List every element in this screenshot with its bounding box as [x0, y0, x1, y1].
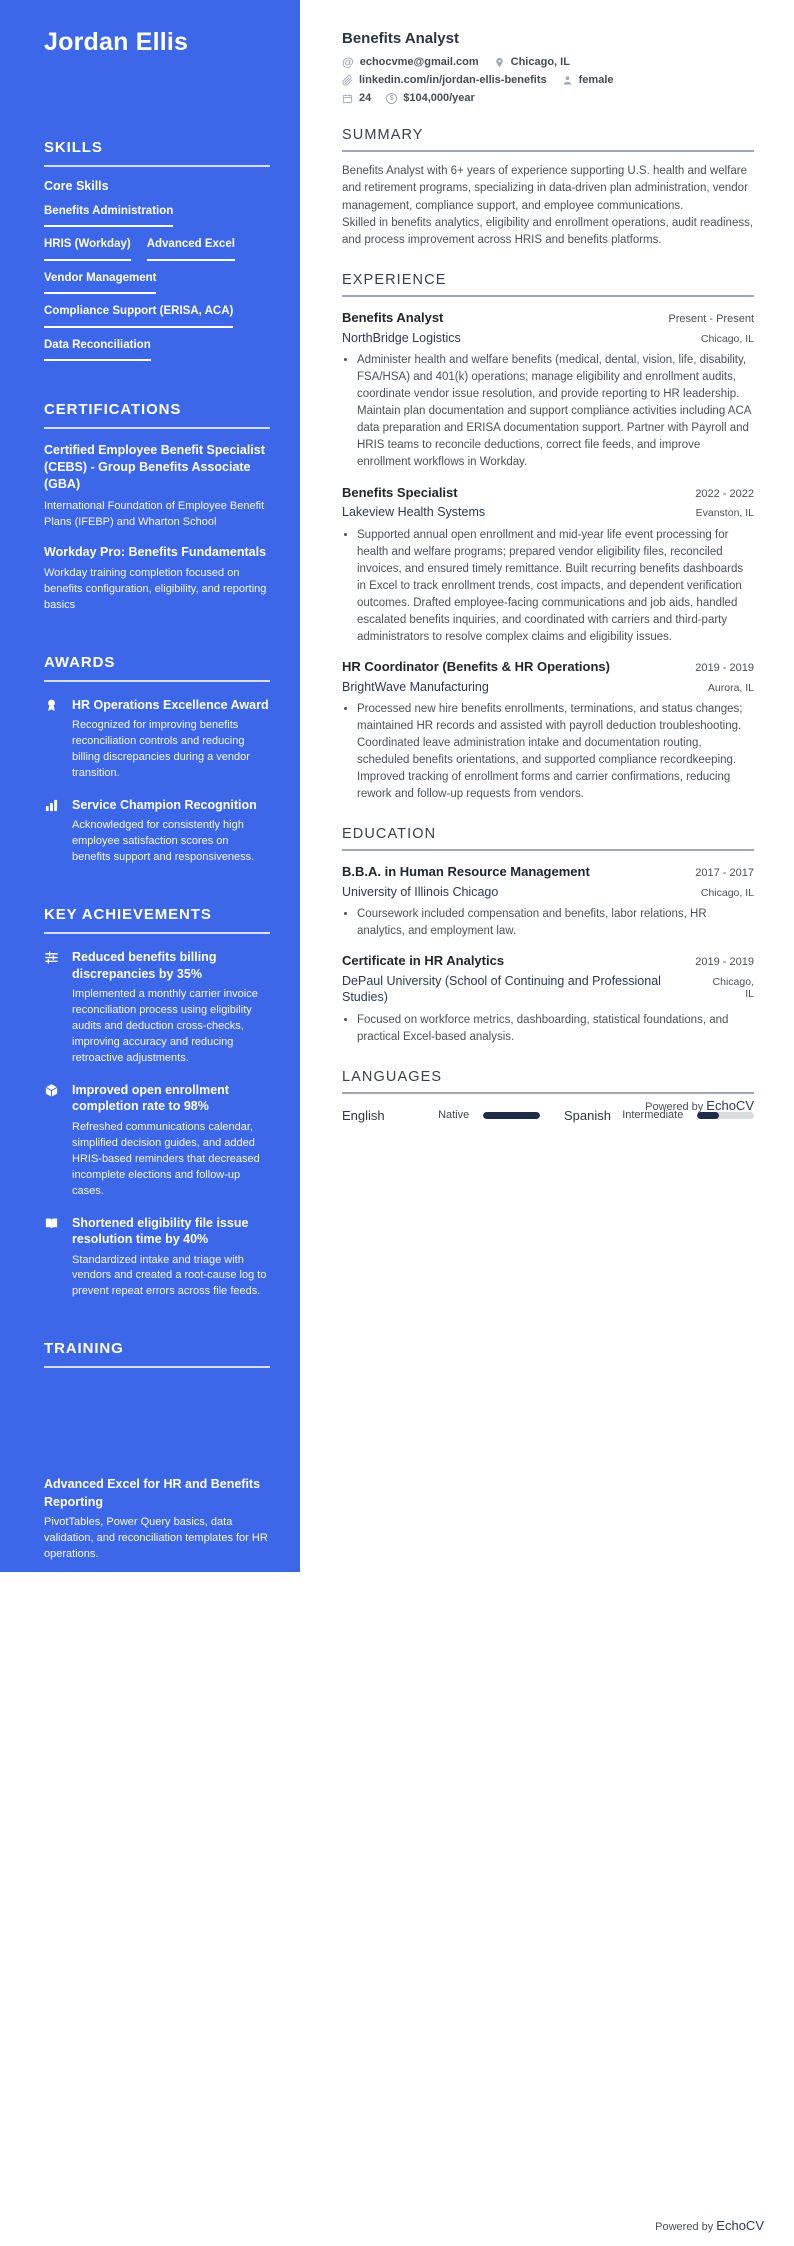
- awards-section: [44, 654, 270, 867]
- training-title: ACA Reporting and Employer Shared Responsibility Overview: [44, 1580, 266, 1612]
- awards-header: AWARDS: [44, 654, 270, 682]
- experience-dates: Present - Present: [668, 313, 754, 326]
- linkedin-text: linkedin.com/in/jordan-ellis-benefits: [359, 74, 547, 86]
- experience-bullets: [342, 701, 754, 803]
- certification-title: Workday Pro: Benefits Fundamentals: [44, 544, 267, 559]
- education-bullets: [342, 906, 754, 940]
- education-degree: B.B.A. in Human Resource Management: [342, 863, 590, 879]
- training-desc: Practical guidance on measurement periods, forms 1094-C/1095-C data elements, and audit readiness.: [44, 1619, 262, 1663]
- language-name: English: [342, 1107, 385, 1123]
- gender-text: female: [578, 74, 614, 86]
- experience-bullet: • Supported annual open enrollment and mid-year life event processing for health and welfare programs; prepared vendor eligibility files, reconciled invoices, and ensured timely remittance. Built recurring benefits dashboards in Excel to track enrollment trends, cost impacts, and dependent verification outcomes. Drafted employee-facing communications and job aids, handled escalated benefits inquiries, and coordinated with carriers and third-party administrators to resolve complex claims and eligibility issues.: [357, 527, 754, 646]
- skills-header: SKILLS: [44, 139, 270, 167]
- education-dates: 2019 - 2019: [695, 956, 754, 969]
- education-header: EDUCATION: [342, 826, 754, 851]
- education-section: [342, 826, 754, 1046]
- candidate-name: Jordan Ellis: [44, 28, 189, 56]
- training-item: [44, 1580, 270, 1666]
- award-desc: Recognized for improving benefits reconciliation controls and reducing billing discrepancies during a vendor transition.: [72, 719, 250, 779]
- summary-paragraph: Skilled in benefits analytics, eligibility and enrollment operations, audit readiness, and process improvement across HRIS and benefits platforms.: [342, 216, 754, 246]
- language-level: Intermediate: [622, 1109, 684, 1122]
- calendar-icon: [342, 93, 353, 104]
- experience-bullets: [342, 527, 754, 646]
- languages-section: [342, 1069, 754, 1123]
- education-item: [342, 864, 754, 940]
- summary-section: [342, 127, 754, 249]
- book-icon: [44, 1215, 60, 1301]
- email-text: echocvme@gmail.com: [359, 56, 479, 68]
- training-desc: PivotTables, Power Query basics, data validation, and reconciliation templates for HR operations.: [44, 1515, 268, 1560]
- summary-text: [342, 163, 754, 249]
- page1-footer: [645, 1098, 754, 1113]
- skill-item: Data Reconciliation: [44, 338, 151, 361]
- age-text: 24: [359, 92, 372, 104]
- echocv-brand[interactable]: EchoCV: [706, 1098, 754, 1113]
- education-dates: 2017 - 2017: [695, 866, 754, 879]
- award-desc: Acknowledged for consistently high employee satisfaction scores on benefits support and responsiveness.: [72, 819, 255, 864]
- certifications-section: [44, 401, 270, 614]
- powered-by-text: Powered by: [655, 2221, 714, 2233]
- key-achievements-section: [44, 906, 270, 1300]
- award-item: [44, 697, 270, 782]
- skill-item: Benefits Administration: [44, 204, 173, 227]
- location-text: Chicago, IL: [510, 56, 570, 68]
- certification-title: Certified Employee Benefit Specialist (CEBS) - Group Benefits Associate (GBA): [44, 442, 265, 492]
- achievement-desc: Standardized intake and triage with vendors and created a root-cause log to prevent repeat errors across file feeds.: [72, 1253, 267, 1298]
- summary-paragraph: Benefits Analyst with 6+ years of experience supporting U.S. health and welfare and retirement programs, specializing in data-driven plan administration, vendor management, compliance support, and employee communications.: [342, 165, 748, 212]
- sliders-icon: [44, 949, 60, 1067]
- experience-company: Lakeview Health Systems: [342, 505, 486, 520]
- echocv-brand[interactable]: EchoCV: [716, 2218, 764, 2233]
- certification-desc: Workday training completion focused on benefits configuration, eligibility, and reporting basics: [44, 566, 267, 611]
- key-achievements-header: KEY ACHIEVEMENTS: [44, 906, 270, 934]
- experience-header: EXPERIENCE: [342, 272, 754, 297]
- contact-info: [342, 56, 642, 104]
- language-bar: [483, 1112, 540, 1119]
- contact-email[interactable]: [342, 56, 479, 68]
- experience-section: [342, 272, 754, 803]
- achievement-title: Reduced benefits billing discrepancies by 35%: [72, 950, 217, 981]
- achievement-desc: Implemented a monthly carrier invoice reconciliation process using eligibility audits and deduction cross-checks, improving accuracy and reducing retroactive adjustments.: [72, 988, 258, 1064]
- certification-item: [44, 544, 270, 614]
- skill-item: Vendor Management: [44, 271, 156, 294]
- education-bullet: • Focused on workforce metrics, dashboarding, statistical foundations, and practical Excel-based analysis.: [357, 1012, 754, 1046]
- achievement-desc: Refreshed communications calendar, simplified decision guides, and added HRIS-based reminders that decreased incomplete elections and follow-up cases.: [72, 1120, 260, 1197]
- experience-company: BrightWave Manufacturing: [342, 679, 489, 694]
- certification-item: [44, 442, 270, 531]
- language-level: Native: [438, 1109, 470, 1122]
- education-degree: Certificate in HR Analytics: [342, 953, 505, 969]
- link-icon: [342, 75, 353, 86]
- powered-by-text: Powered by: [645, 1101, 704, 1113]
- achievement-item: [44, 949, 270, 1067]
- certification-desc: International Foundation of Employee Benefit Plans (IFEBP) and Wharton School: [44, 499, 265, 528]
- job-title: Benefits Analyst: [342, 30, 459, 47]
- education-bullets: [342, 1012, 754, 1046]
- achievement-item: [44, 1082, 270, 1200]
- experience-item: [342, 485, 754, 646]
- experience-location: Evanston, IL: [695, 507, 754, 520]
- salary-text: $104,000/year: [403, 92, 475, 104]
- education-location: Chicago, IL: [700, 886, 754, 899]
- location-pin-icon: [494, 57, 505, 68]
- education-item: [342, 953, 754, 1045]
- email-icon: @: [342, 55, 354, 69]
- achievement-title: Shortened eligibility file issue resolution time by 40%: [72, 1215, 249, 1246]
- contact-age: [342, 92, 371, 104]
- experience-dates: 2022 - 2022: [695, 487, 754, 500]
- experience-location: Aurora, IL: [707, 681, 754, 694]
- contact-gender: [562, 74, 614, 86]
- experience-location: Chicago, IL: [700, 333, 754, 346]
- contact-location: [494, 56, 570, 68]
- person-icon: [562, 75, 573, 86]
- training-title: Advanced Excel for HR and Benefits Reporting: [44, 1477, 261, 1509]
- language-bar-fill: [483, 1112, 540, 1119]
- certifications-header: CERTIFICATIONS: [44, 401, 270, 429]
- skills-group-label: Core Skills: [44, 179, 109, 193]
- award-title: Service Champion Recognition: [72, 797, 257, 812]
- bar-chart-icon: [44, 797, 60, 866]
- skills-list: [44, 204, 270, 361]
- experience-dates: 2019 - 2019: [695, 661, 754, 674]
- education-location: Chicago, IL: [712, 976, 754, 1001]
- contact-salary: [386, 92, 475, 104]
- achievement-title: Improved open enrollment completion rate to 98%: [72, 1082, 229, 1114]
- experience-item: [342, 310, 754, 471]
- education-school: University of Illinois Chicago: [342, 884, 499, 899]
- skill-item: Compliance Support (ERISA, ACA): [44, 304, 233, 327]
- training-items: [44, 1476, 270, 1666]
- training-section: [44, 1340, 270, 1666]
- experience-title: Benefits Specialist: [342, 484, 458, 500]
- award-item: [44, 797, 270, 866]
- skill-item: HRIS (Workday): [44, 237, 131, 260]
- languages-header: LANGUAGES: [342, 1069, 754, 1094]
- main-column: [342, 30, 754, 1123]
- experience-bullets: [342, 352, 754, 471]
- experience-title: Benefits Analyst: [342, 310, 444, 326]
- dollar-icon: $: [386, 93, 397, 104]
- experience-bullet: • Administer health and welfare benefits (medical, dental, vision, life, disability, FSA/HSA) and 401(k) operations; manage eligibility and enrollment audits, coordinate vendor issue resolution, and provide reporting to HR leadership. Maintain plan documentation and support compliance activities including ACA data preparation and ERISA documentation support. Partner with Payroll and HRIS teams to reconcile deductions, correct file feeds, and improve enrollment workflows in Workday.: [357, 352, 754, 471]
- skill-item: Advanced Excel: [147, 237, 235, 260]
- contact-linkedin[interactable]: [342, 74, 547, 86]
- experience-bullet: • Processed new hire benefits enrollments, terminations, and status changes; maintained HR records and assisted with payroll deduction troubleshooting. Coordinated leave administration intake and documentation routing, scheduled benefits orientations, and supported compliance recordkeeping. Improved tracking of enrollment forms and carrier confirmations, reducing rework and follow-up requests from vendors.: [357, 701, 754, 803]
- education-bullet: • Coursework included compensation and benefits, labor relations, HR analytics, and employment law.: [357, 906, 754, 940]
- medal-icon: [44, 697, 60, 782]
- training-item: [44, 1476, 270, 1562]
- language-name: Spanish: [564, 1107, 611, 1123]
- sidebar: [0, 0, 300, 1683]
- experience-item: [342, 659, 754, 803]
- experience-company: NorthBridge Logistics: [342, 331, 461, 346]
- skills-section: [44, 139, 270, 361]
- achievement-item: [44, 1215, 270, 1301]
- summary-header: SUMMARY: [342, 127, 754, 152]
- award-title: HR Operations Excellence Award: [72, 697, 269, 712]
- page2-footer: [655, 2218, 764, 2233]
- cube-icon: [44, 1082, 60, 1200]
- training-header: TRAINING: [44, 1340, 270, 1368]
- education-school: DePaul University (School of Continuing and Professional Studies): [342, 974, 661, 1005]
- experience-title: HR Coordinator (Benefits & HR Operations): [342, 658, 610, 674]
